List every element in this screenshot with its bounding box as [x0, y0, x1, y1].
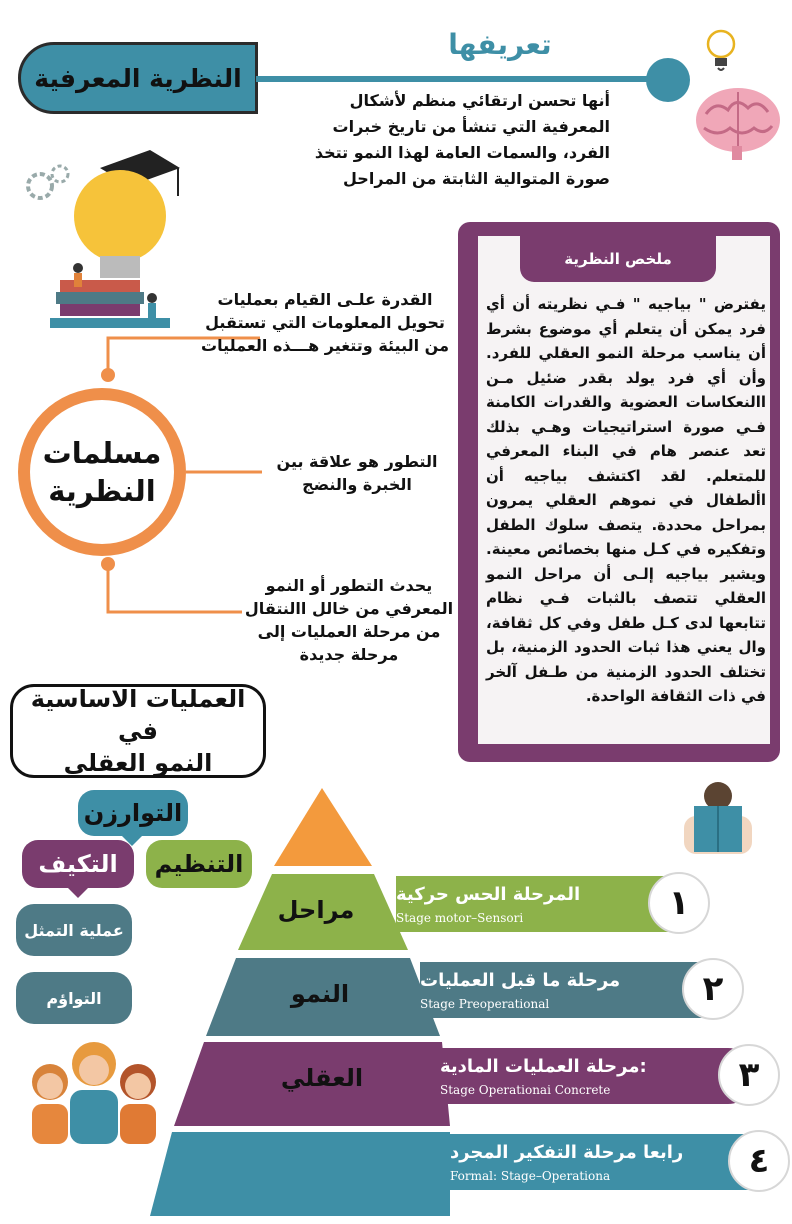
- summary-text: يفترض " بياجيه " فـي نظريته أن أي فرد يمكن أن يتعلم أي موضوع بشرط أن يناسب مرحلة النمو العقلي للفرد. وأن أي فرد يولد بقدر ضئيل مـن االنعكاسات العضوية والقدرات الكامنة فـي صورة استراتيجيات وهـي بذلك تعد عنصر هام في البناء المعرفي للمتعلم. لقد اكتشف بياجيه أن األطفال في نموهم العقلي يمرون بمراحل محددة. يتصف سلوك الطفل وتفكيره في كـل منها بخصائص معينة. ويشير بياجيه إلـى أن مراحل النمو العقلي تتصف بالثبات فـي نظام تتابعها لدى كـل طفل وفي كل ثقافة، وال يعني هذا ثبات الحدود الزمنية، بل تختلف الحدود الزمنية من طـفل آلخر في ذات الثقافة الواحدة.: [486, 295, 766, 705]
- stage-number: ١: [648, 872, 710, 934]
- assimilation-bubble: [16, 904, 132, 956]
- axioms-center: [30, 400, 174, 544]
- reader-illustration: [676, 774, 760, 858]
- processes-heading-line1: العمليات الاساسية في: [30, 685, 246, 745]
- title-connector: [256, 76, 656, 82]
- brain-illustration: [692, 84, 784, 162]
- stage-number: ٤: [728, 1130, 790, 1192]
- stage-number: ٣: [718, 1044, 780, 1106]
- graduation-bulb-illustration: [20, 146, 190, 336]
- axioms-center-line1: مسلمات: [42, 436, 162, 470]
- axiom-dot: [101, 368, 115, 382]
- stage-subtitle: Stage Operationai Concrete: [440, 1082, 611, 1097]
- processes-heading-line2: النمو العقلي: [63, 749, 213, 777]
- speech-tail: [66, 886, 90, 898]
- adaptation-label: التكيف: [38, 850, 118, 878]
- equilibrium-label: التوارزن: [83, 799, 183, 827]
- axiom-item: التطور هو علاقة بين الخبرة والنضج: [276, 452, 438, 494]
- adaptation-bubble: [22, 840, 134, 888]
- stage-number: ٢: [682, 958, 744, 1020]
- pyramid-label: النمو: [290, 980, 350, 1008]
- definition-heading: تعريفها: [448, 28, 552, 61]
- stage-subtitle: Formal: Stage–Operationa: [450, 1168, 611, 1183]
- processes-heading: [10, 684, 266, 778]
- stage-bar: [440, 1048, 756, 1104]
- title-dot: [646, 58, 690, 102]
- stage-title: رابعا مرحلة التفكير المجرد: [450, 1141, 684, 1163]
- assimilation-label: عملية التمثل: [24, 920, 124, 940]
- stage-title: :مرحلة العمليات المادية: [440, 1055, 647, 1077]
- axiom-item: القدرة علـى القيام بعمليات تحويل المعلومات التي تستقبل من البيئة وتتغير هـــذه العمليات: [201, 290, 449, 355]
- definition-text: أنها تحسن ارتقائي منظم لأشكال المعرفية التي تنشأ من تاريخ خبرات الفرد، والسمات العامة لهذا النمو تتخذ صورة المتوالية الثابتة من المراحل: [314, 91, 610, 188]
- axiom-item: يحدث التطور أو النمو المعرفي من خالل االنتقال من مرحلة العمليات إلى مرحلة جديدة: [244, 576, 454, 664]
- accommodation-bubble: [16, 972, 132, 1024]
- pyramid-label: مراحل: [277, 896, 355, 924]
- page-title: النظرية المعرفية: [18, 42, 258, 114]
- accommodation-label: التواؤم: [46, 988, 102, 1008]
- pyramid-label: العقلي: [280, 1064, 364, 1092]
- organization-label: التنظيم: [154, 850, 244, 878]
- axioms-center-line2: النظرية: [48, 474, 156, 508]
- axiom-dot: [101, 557, 115, 571]
- stage-subtitle: Stage motor–Sensori: [396, 910, 524, 925]
- stage-title: المرحلة الحس حركية: [396, 883, 581, 905]
- students-illustration: [20, 1036, 170, 1146]
- stage-subtitle: Stage Preoperational: [420, 996, 550, 1011]
- lightbulb-icon: [704, 28, 738, 76]
- summary-heading: ملخص النظرية: [520, 236, 716, 282]
- stage-title: مرحلة ما قبل العمليات: [420, 969, 621, 991]
